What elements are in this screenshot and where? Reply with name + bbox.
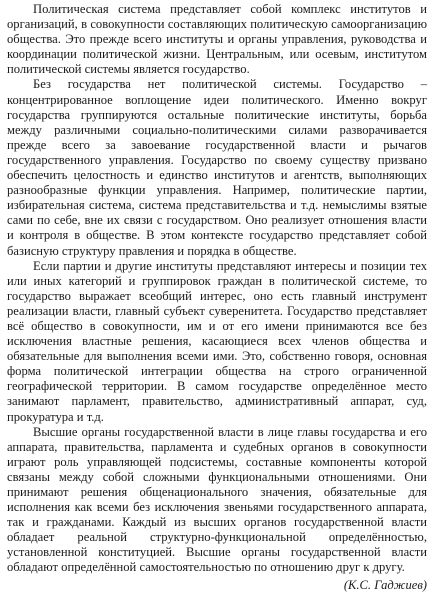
author-attribution: (К.С. Гаджиев) (343, 577, 427, 592)
paragraph-4: Высшие органы государственной власти в лице главы государства и его аппарата, правительства, парламента и судебных органов в совокупности играют роль управляющей подсистемы, составные компоненты которой связаны между собой сложными функциональными отношениями. Они принимают решения общенационального значения, обязательные для исполнения как всеми без исключения звеньями государственного аппарата, так и гражданами. Каждый из высших органов государственной власти обладает реальной структурно-функциональной определённостью, установленной конституцией. Высшие органы государственной власти обладают определённой самостоятельностью по отношению друг к другу. (7, 424, 427, 575)
paragraph-2: Без государства нет политической системы. Государство – концентрированное воплощение идеи политического. Именно вокруг государства группируются остальные политические институты, борьба между различными социально-политическими силами разворачивается прежде всего за завоевание государственной власти и рычагов государственного управления. Государство по своему существу призвано обеспечить целостность и единство институтов и агентств, выполняющих разнообразные функции управления. Например, политические партии, избирательная система, система представительства и т.д. немыслимы взятые сами по себе, вне их связи с государством. Оно реализует отношения власти и контроля в обществе. В этом контексте государство представляет собой базисную структуру правления и порядка в обществе. (7, 77, 427, 258)
paragraph-1: Политическая система представляет собой комплекс институтов и организаций, в совокупности составляющих политическую самоорганизацию общества. Это прежде всего институты и органы управления, руководства и координации политической жизни. Центральным, или осевым, институтом политической системы является государство. (7, 2, 427, 77)
paragraph-3: Если партии и другие институты представляют интересы и позиции тех или иных категорий и группировок граждан в политической системе, то государство выражает всеобщий интерес, оно есть главный инструмент реализации власти, главный субъект суверенитета. Государство представляет всё общество в совокупности, им и от его имени принимаются все без исключения властные решения, касающиеся всех членов общества и обязательные для выполнения всеми ими. Это, собственно говоря, основная форма политической интеграции общества на строго ограниченной географической территории. В самом государстве определённое место занимают парламент, правительство, административный аппарат, суд, прокуратура и т.д. (7, 258, 427, 424)
